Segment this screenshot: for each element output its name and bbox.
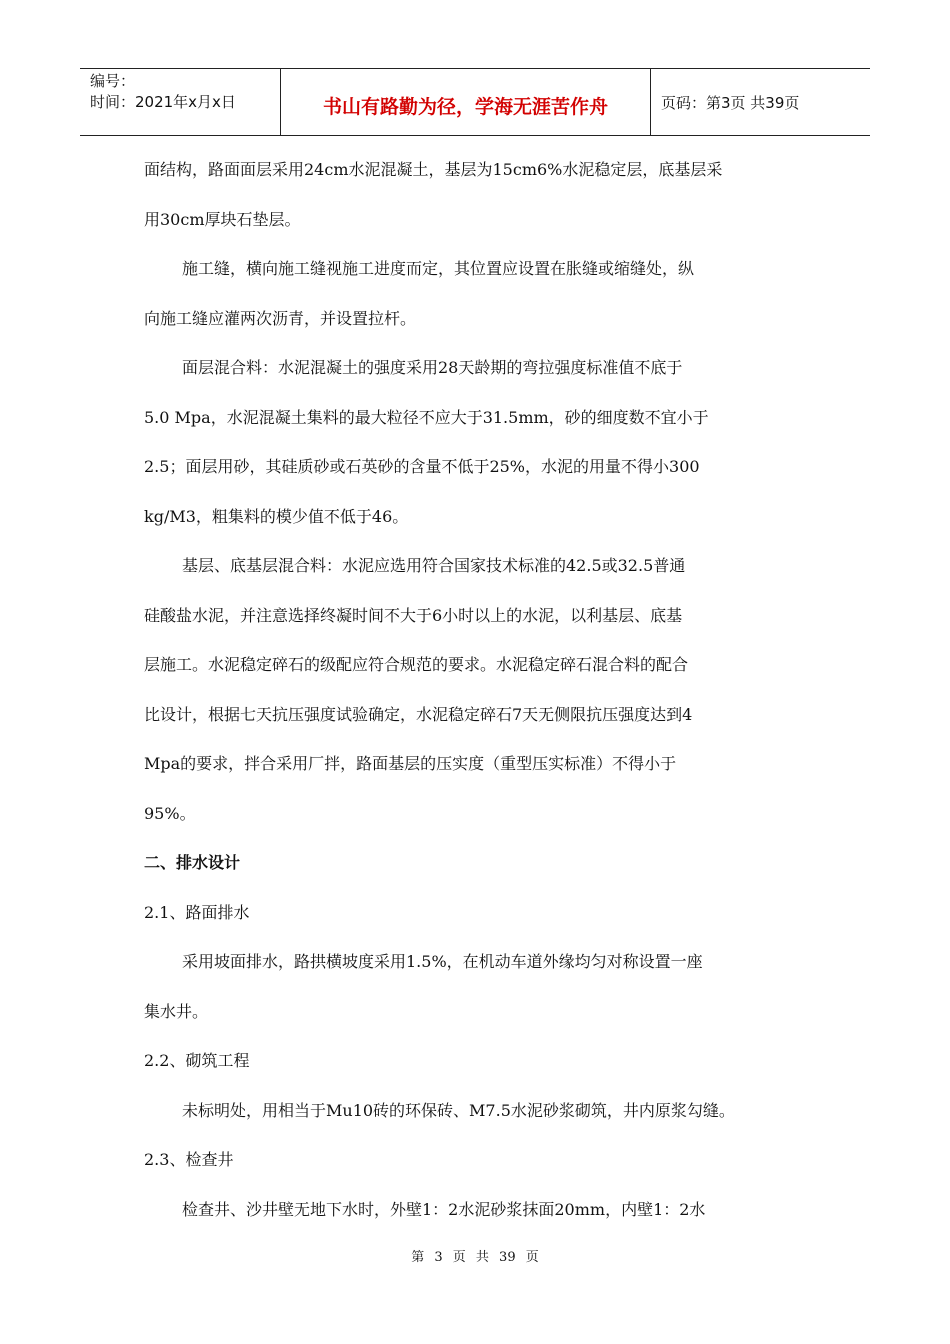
- body-text-line: 采用坡面排水，路拱横坡度采用1.5%，在机动车道外缘均匀对称设置一座: [182, 952, 703, 971]
- body-text-line: 面结构，路面面层采用24cm水泥混凝土，基层为15cm6%水泥稳定层，底基层采: [144, 160, 723, 179]
- body-text-line: 用30cm厚块石垫层。: [144, 209, 301, 229]
- body-text-line: 未标明处，用相当于Mu10砖的环保砖、M7.5水泥砂浆砌筑，井内原浆勾缝。: [182, 1100, 735, 1120]
- body-text-line: 施工缝，横向施工缝视施工进度而定，其位置应设置在胀缝或缩缝处，纵: [182, 259, 695, 278]
- header-motto: 书山有路勤为径，学海无涯苦作舟: [280, 69, 651, 135]
- page-footer: 第 3 页 共 39 页: [411, 1250, 539, 1265]
- body-text-line: 2.5；面层用砂，其硅质砂或石英砂的含量不低于25%，水泥的用量不得小300: [144, 457, 700, 476]
- document-time-label: 时间：2021年x月x日: [90, 93, 236, 111]
- body-text-line: 2.3、检查井: [144, 1150, 234, 1169]
- body-text-line: 5.0 Mpa，水泥混凝土集料的最大粒径不应大于31.5mm，砂的细度数不宜小于: [144, 407, 709, 427]
- document-body: [144, 145, 824, 1234]
- body-text-line: 基层、底基层混合料：水泥应选用符合国家技术标准的42.5或32.5普通: [182, 556, 686, 575]
- body-text-line: 层施工。水泥稳定碎石的级配应符合规范的要求。水泥稳定碎石混合料的配合: [144, 655, 689, 674]
- body-text-line: 向施工缝应灌两次沥青，并设置拉杆。: [144, 308, 417, 328]
- section-heading: 二、排水设计: [144, 853, 241, 872]
- header-meta: [90, 71, 280, 113]
- header-page-info: 页码：第3页 共39页: [661, 93, 800, 112]
- body-text-line: 2.2、砌筑工程: [144, 1051, 250, 1070]
- body-text-line: 面层混合料：水泥混凝土的强度采用28天龄期的弯拉强度标准值不底于: [182, 358, 683, 377]
- body-text-line: 比设计，根据七天抗压强度试验确定，水泥稳定碎石7天无侧限抗压强度达到4: [144, 704, 693, 724]
- document-number-label: 编号：: [90, 72, 136, 90]
- body-text-line: kg/M3，粗集料的模少值不低于46。: [144, 506, 409, 526]
- body-text-line: 2.1、路面排水: [144, 902, 250, 922]
- body-text-line: 集水井。: [144, 1001, 209, 1021]
- body-text-line: Mpa的要求，拌合采用厂拌，路面基层的压实度（重型压实标准）不得小于: [144, 754, 677, 773]
- body-text-line: 检查井、沙井壁无地下水时，外壁1：2水泥砂浆抹面20mm，内壁1：2水: [182, 1199, 706, 1219]
- body-text-line: 95%。: [144, 803, 196, 823]
- page-header: [80, 68, 870, 136]
- body-text-line: 硅酸盐水泥，并注意选择终凝时间不大于6小时以上的水泥，以利基层、底基: [144, 605, 683, 625]
